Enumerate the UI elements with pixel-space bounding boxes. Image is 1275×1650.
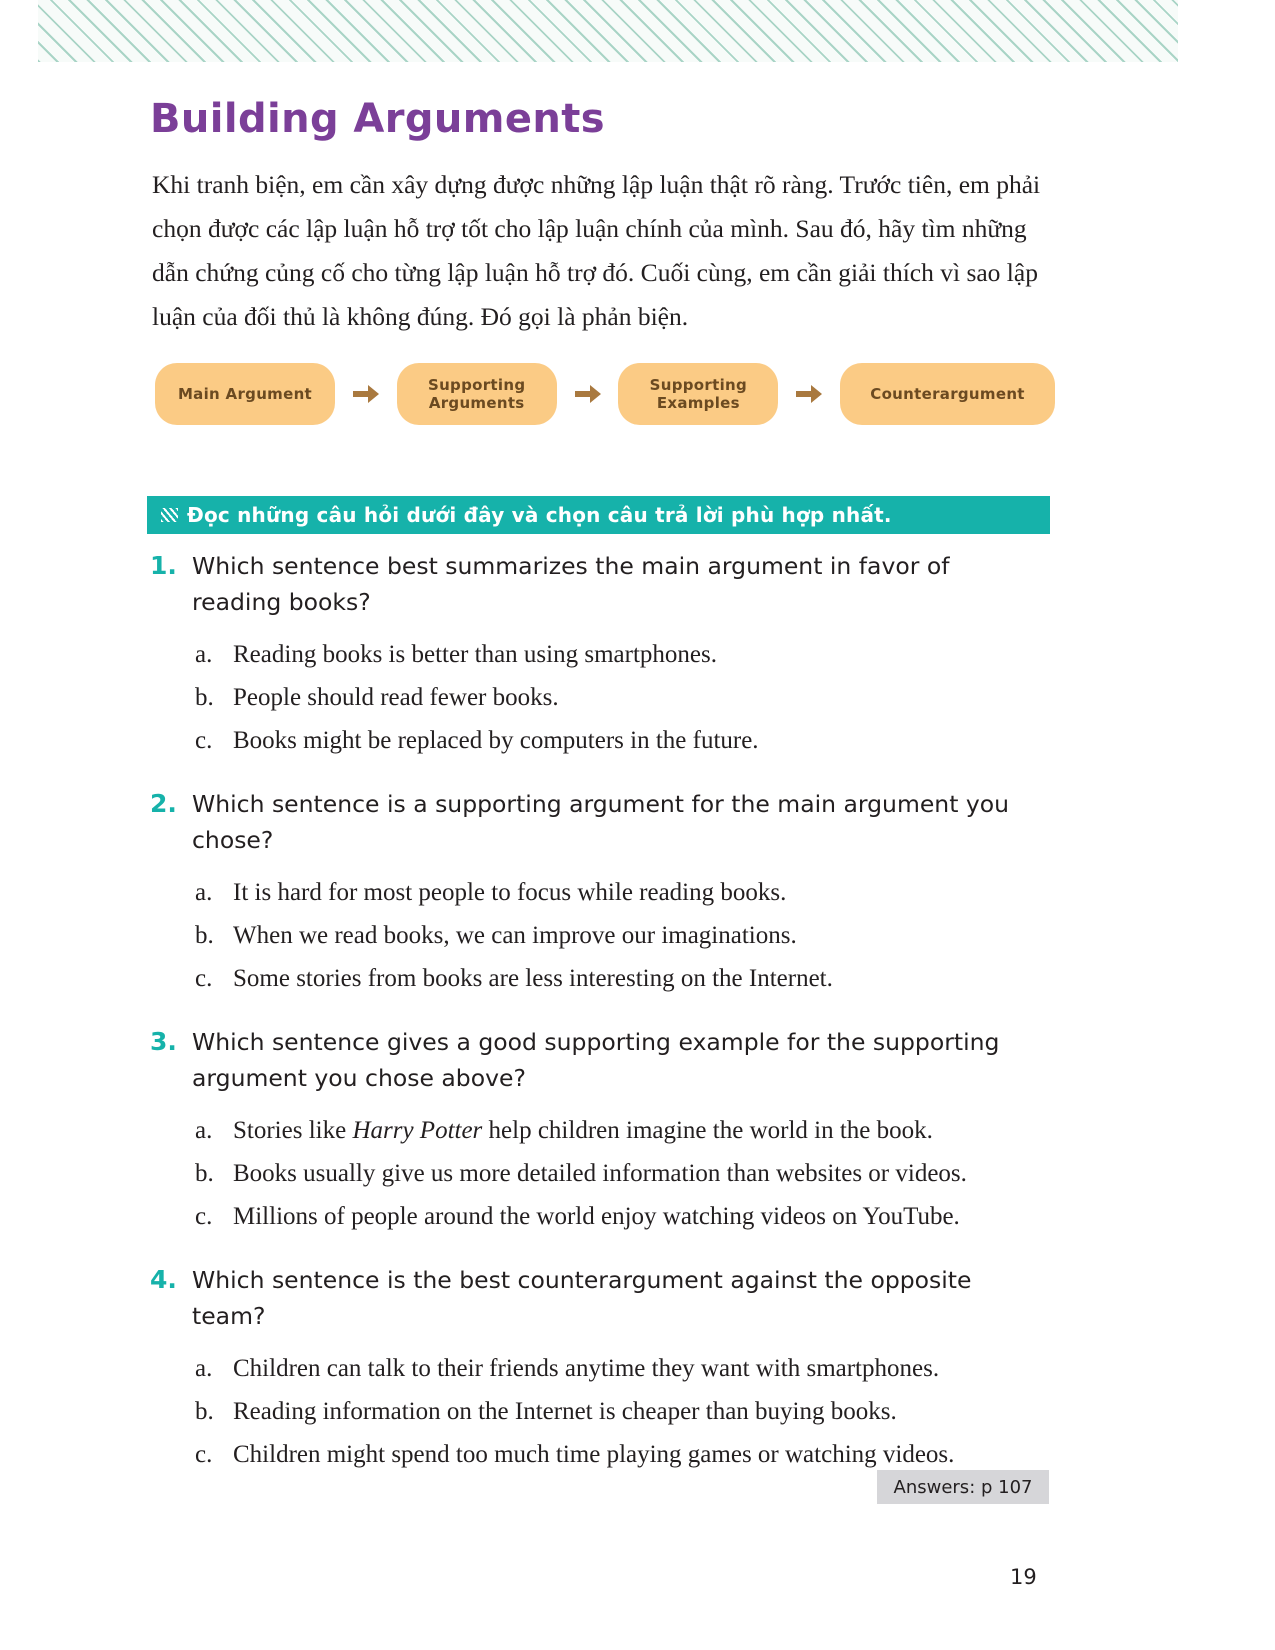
question-text: Which sentence is a supporting argument for the main argument you chose?: [192, 790, 1010, 854]
arrow-right-icon: [778, 383, 840, 405]
option-list: [150, 636, 1055, 760]
question-number: 1.: [150, 551, 177, 580]
option-item[interactable]: [195, 917, 1055, 955]
option-text: Children can talk to their friends anytime they want with smartphones.: [233, 1355, 940, 1382]
option-letter: c.: [195, 1441, 213, 1468]
option-letter: c.: [195, 727, 213, 754]
option-text: Some stories from books are less interesting on the Internet.: [233, 965, 833, 992]
flow-step-supporting-arguments: Supporting Arguments: [397, 363, 557, 425]
question-text: Which sentence gives a good supporting example for the supporting argument you chose above?: [192, 1028, 1000, 1092]
instruction-banner-text: Đọc những câu hỏi dưới đây và chọn câu trả lời phù hợp nhất.: [187, 503, 892, 527]
flow-step-supporting-examples: Supporting Examples: [618, 363, 778, 425]
option-text: Millions of people around the world enjoy watching videos on YouTube.: [233, 1203, 960, 1230]
option-text: It is hard for most people to focus while reading books.: [233, 879, 787, 906]
question-text: Which sentence best summarizes the main argument in favor of reading books?: [192, 552, 950, 616]
option-text: People should read fewer books.: [233, 684, 559, 711]
option-letter: a.: [195, 879, 213, 906]
option-letter: b.: [195, 1160, 214, 1187]
instruction-banner: [147, 496, 1050, 534]
question-number: 2.: [150, 789, 177, 818]
intro-paragraph: Khi tranh biện, em cần xây dựng được những lập luận thật rõ ràng. Trước tiên, em phải chọn được các lập luận hỗ trợ tốt cho lập luận chính của mình. Sau đó, hãy tìm những dẫn chứng củng cố cho từng lập luận hỗ trợ đó. Cuối cùng, em cần giải thích vì sao lập luận của đối thủ là không đúng. Đó gọi là phản biện.: [152, 170, 1041, 331]
option-item[interactable]: [195, 1155, 1055, 1193]
questions-list: [150, 548, 1055, 1500]
option-letter: b.: [195, 684, 214, 711]
arrow-right-icon: [557, 383, 619, 405]
question-item: [150, 1262, 1055, 1474]
arrow-right-icon: [335, 383, 397, 405]
option-letter: a.: [195, 1117, 213, 1144]
option-item[interactable]: [195, 874, 1055, 912]
option-item[interactable]: [195, 679, 1055, 717]
option-item[interactable]: [195, 1198, 1055, 1236]
option-text: Books usually give us more detailed information than websites or videos.: [233, 1160, 967, 1187]
flow-step-counterargument: Counterargument: [840, 363, 1055, 425]
question-number: 4.: [150, 1265, 177, 1294]
answers-reference-badge: Answers: p 107: [877, 1470, 1049, 1504]
option-text: Children might spend too much time playing games or watching videos.: [233, 1441, 955, 1468]
question-item: [150, 1024, 1055, 1236]
option-letter: a.: [195, 1355, 213, 1382]
hatched-lines-icon: [161, 508, 178, 522]
option-text: When we read books, we can improve our imaginations.: [233, 922, 797, 949]
option-letter: a.: [195, 641, 213, 668]
option-letter: c.: [195, 1203, 213, 1230]
option-list: [150, 1350, 1055, 1474]
question-item: [150, 786, 1055, 998]
question-text: Which sentence is the best counterargument against the opposite team?: [192, 1266, 972, 1330]
option-item[interactable]: [195, 1393, 1055, 1431]
question-number: 3.: [150, 1027, 177, 1056]
option-item[interactable]: [195, 722, 1055, 760]
argument-flow-diagram: [155, 360, 1055, 428]
question-item: [150, 548, 1055, 760]
option-text: Stories like Harry Potter help children imagine the world in the book.: [233, 1117, 933, 1144]
option-letter: c.: [195, 965, 213, 992]
flow-step-main-argument: Main Argument: [155, 363, 335, 425]
option-list: [150, 1112, 1055, 1236]
page-title: Building Arguments: [150, 96, 605, 142]
option-list: [150, 874, 1055, 998]
option-text: Books might be replaced by computers in the future.: [233, 727, 759, 754]
option-item[interactable]: [195, 1112, 1055, 1150]
option-item[interactable]: [195, 636, 1055, 674]
decorative-stripe-band: [38, 0, 1178, 62]
option-letter: b.: [195, 922, 214, 949]
option-text: Reading information on the Internet is cheaper than buying books.: [233, 1398, 897, 1425]
page-number: 19: [1010, 1565, 1037, 1589]
option-item[interactable]: [195, 1350, 1055, 1388]
option-item[interactable]: [195, 960, 1055, 998]
option-letter: b.: [195, 1398, 214, 1425]
option-item[interactable]: [195, 1436, 1055, 1474]
option-text: Reading books is better than using smartphones.: [233, 641, 717, 668]
